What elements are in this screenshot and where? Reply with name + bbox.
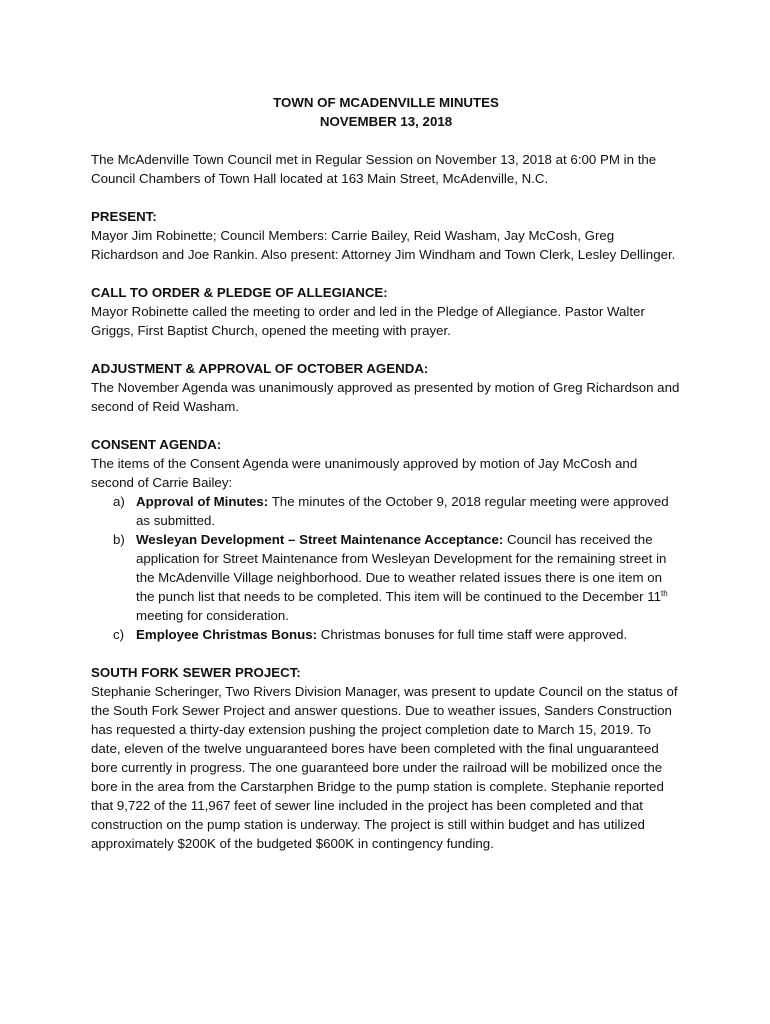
list-marker: a)	[113, 494, 125, 509]
document-page	[91, 93, 681, 853]
call-to-order-section	[91, 283, 681, 340]
consent-text: The items of the Consent Agenda were unanimously approved by motion of Jay McCosh and second of Carrie Bailey:	[91, 456, 638, 490]
agenda-text: The November Agenda was unanimously approved as presented by motion of Greg Richardson and second of Reid Washam.	[91, 380, 680, 414]
ordinal-suffix: th	[661, 589, 668, 598]
consent-item-label: Employee Christmas Bonus:	[136, 627, 318, 642]
consent-item-label: Wesleyan Development – Street Maintenance Acceptance:	[136, 532, 504, 547]
consent-item-label: Approval of Minutes:	[136, 494, 269, 509]
call-to-order-heading: CALL TO ORDER & PLEDGE OF ALLEGIANCE:	[91, 285, 388, 300]
consent-item-text: Christmas bonuses for full time staff were approved.	[317, 627, 628, 642]
consent-item-text-end: meeting for consideration.	[136, 608, 289, 623]
document-title	[91, 93, 681, 131]
agenda-heading: ADJUSTMENT & APPROVAL OF OCTOBER AGENDA:	[91, 361, 429, 376]
agenda-section	[91, 359, 681, 416]
consent-section	[91, 435, 681, 644]
present-section	[91, 207, 681, 264]
consent-item-text: Council has received the application for Street Maintenance from Wesleyan Development for the remaining street in the McAdenville Village neighborhood. Due to weather related issues there is one item on the punch list that needs to be completed. This item will be continued to the December 11	[136, 532, 667, 604]
title-line-1: TOWN OF MCADENVILLE MINUTES	[273, 95, 499, 110]
consent-item-minutes	[91, 492, 681, 530]
sewer-section	[91, 663, 681, 853]
consent-item-bonus	[91, 625, 681, 644]
consent-item-wesleyan	[91, 530, 681, 625]
sewer-heading: SOUTH FORK SEWER PROJECT:	[91, 665, 301, 680]
present-text: Mayor Jim Robinette; Council Members: Carrie Bailey, Reid Washam, Jay McCosh, Greg Richardson and Joe Rankin. Also present: Attorney Jim Windham and Town Clerk, Lesley Dellinger.	[91, 228, 676, 262]
sewer-text: Stephanie Scheringer, Two Rivers Division Manager, was present to update Council on the status of the South Fork Sewer Project and answer questions. Due to weather issues, Sanders Construction has requested a thirty-day extension pushing the project completion date to March 15, 2019. To date, eleven of the twelve unguaranteed bores have been completed with the final unguaranteed bore currently in progress. The one guaranteed bore under the railroad will be mobilized once the bore in the area from the Carstarphen Bridge to the pump station is complete. Stephanie reported that 9,722 of the 11,967 feet of sewer line included in the project has been completed and that construction on the pump station is underway. The project is still within budget and has utilized approximately $200K of the budgeted $600K in contingency funding.	[91, 684, 678, 851]
list-marker: c)	[113, 627, 125, 642]
intro-paragraph: The McAdenville Town Council met in Regular Session on November 13, 2018 at 6:00 PM in the Council Chambers of Town Hall located at 163 Main Street, McAdenville, N.C.	[91, 152, 657, 186]
call-to-order-text: Mayor Robinette called the meeting to order and led in the Pledge of Allegiance. Pastor Walter Griggs, First Baptist Church, opened the meeting with prayer.	[91, 304, 645, 338]
list-marker: b)	[113, 532, 125, 547]
consent-heading: CONSENT AGENDA:	[91, 437, 222, 452]
consent-item-text: The minutes of the October 9, 2018 regular meeting were approved as submitted.	[136, 494, 669, 528]
title-date: NOVEMBER 13, 2018	[319, 114, 453, 129]
consent-list	[91, 492, 681, 644]
present-heading: PRESENT:	[91, 209, 157, 224]
